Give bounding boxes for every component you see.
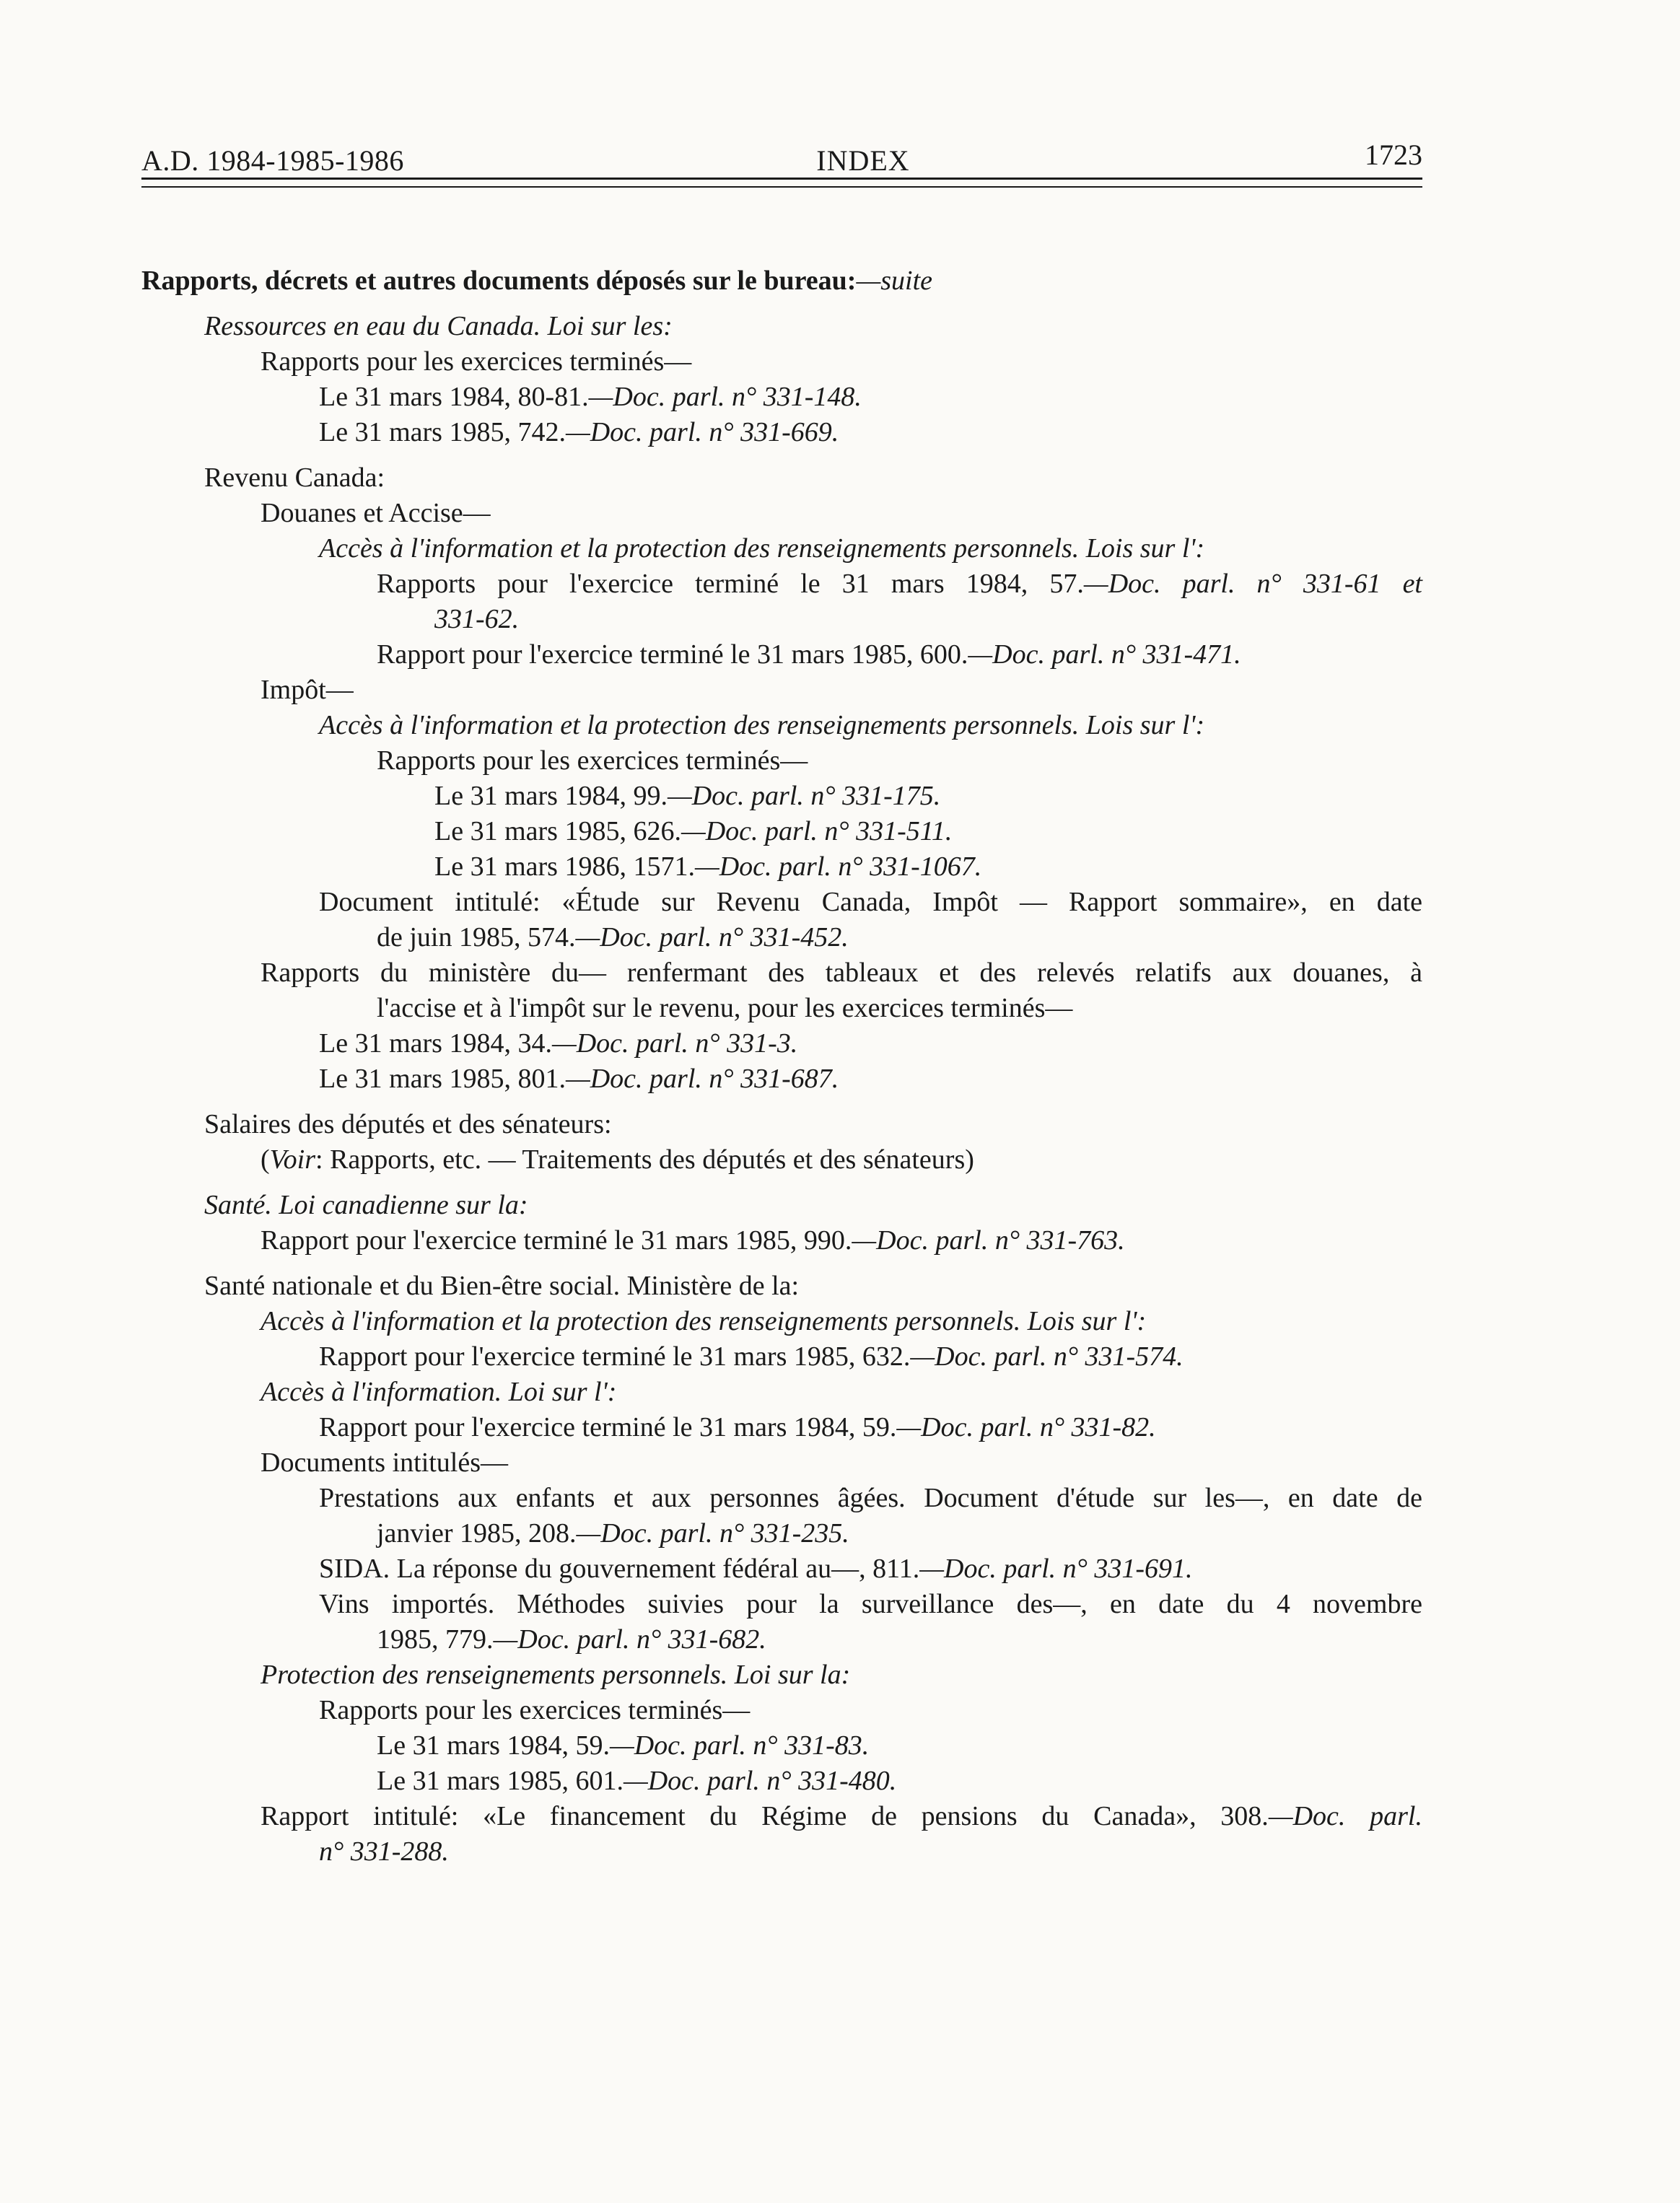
index-entry-line — [141, 1657, 1433, 1693]
index-entry-line — [141, 814, 1433, 849]
entry-text: Le 31 mars 1986, 1571. — [434, 851, 695, 882]
header-title: INDEX — [816, 144, 910, 177]
index-entry-line — [141, 637, 1433, 673]
entry-text: Le 31 mars 1984, 59. — [377, 1730, 610, 1761]
italic-text: Accès à l'information et la protection des renseignements personnels. Lois sur l': — [261, 1306, 1147, 1336]
index-entry-line — [141, 1061, 1433, 1097]
index-entry-line — [141, 673, 1433, 708]
italic-text: —Doc. parl. n° 331-61 et — [1083, 569, 1422, 599]
entry-text: : Rapports, etc. — Traitements des députés et des sénateurs) — [315, 1144, 974, 1175]
index-entry-line — [141, 1026, 1433, 1061]
entry-text: Rapports pour les exercices terminés— — [261, 346, 692, 377]
index-entry-line — [141, 1445, 1433, 1481]
italic-text: Protection des renseignements personnels. Loi sur la: — [261, 1660, 851, 1690]
entry-text: Santé nationale et du Bien-être social. Ministère de la: — [204, 1271, 800, 1301]
entry-text: Prestations aux enfants et aux personnes âgées. Document d'étude sur les—, en date de — [319, 1483, 1422, 1513]
entry-text: SIDA. La réponse du gouvernement fédéral au—, 811. — [319, 1554, 920, 1584]
italic-text: —Doc. parl. n° 331-471. — [968, 639, 1241, 670]
index-entry-line — [141, 460, 1433, 496]
index-entry-line — [141, 1587, 1422, 1622]
italic-text: —Doc. parl. n° 331-3. — [551, 1028, 798, 1059]
page-header — [141, 134, 1422, 176]
section-heading — [141, 263, 1433, 299]
entry-text: Rapports du ministère du— renfermant des tableaux et des relevés relatifs aux douanes, à — [261, 958, 1422, 988]
index-entry-line — [141, 344, 1433, 380]
index-entry-line — [141, 1375, 1433, 1410]
index-entry-line — [141, 1481, 1422, 1516]
entry-text: ( — [261, 1144, 270, 1175]
entry-text: Douanes et Accise— — [261, 498, 491, 528]
entry-text: Le 31 mars 1984, 34. — [319, 1028, 552, 1059]
entry-text: de juin 1985, 574. — [377, 922, 576, 952]
index-entry-line — [141, 955, 1422, 991]
index-entry-line — [141, 566, 1422, 602]
entry-text: Rapport pour l'exercice terminé le 31 mars 1984, 59. — [319, 1412, 897, 1442]
index-entry-line — [141, 1799, 1422, 1834]
italic-text: —suite — [856, 266, 933, 296]
entry-text: Rapport pour l'exercice terminé le 31 mars 1985, 600. — [377, 639, 968, 670]
header-rule-top — [141, 178, 1422, 180]
index-entry-line — [141, 743, 1433, 779]
index-entry-line — [141, 920, 1433, 955]
index-entry-line — [141, 496, 1433, 531]
index-entry-line — [141, 1223, 1433, 1258]
index-entry-line — [141, 1764, 1433, 1799]
entry-text: Rapport pour l'exercice terminé le 31 mars 1985, 990. — [261, 1225, 852, 1256]
italic-text: —Doc. parl. n° 331-691. — [919, 1554, 1193, 1584]
italic-text: —Doc. parl. n° 331-574. — [910, 1341, 1184, 1372]
italic-text: n° 331-288. — [319, 1836, 449, 1867]
entry-text: Le 31 mars 1984, 99. — [434, 781, 668, 811]
index-entry-line — [141, 991, 1433, 1026]
index-entry-line — [141, 1188, 1433, 1223]
header-years: A.D. 1984-1985-1986 — [141, 144, 404, 177]
italic-text: —Doc. parl. n° 331-763. — [852, 1225, 1125, 1256]
index-entry-line — [141, 309, 1433, 344]
index-entry-line — [141, 1107, 1433, 1142]
entry-text: janvier 1985, 208. — [377, 1518, 577, 1549]
italic-text: —Doc. parl. n° 331-480. — [623, 1766, 897, 1796]
index-entry-line — [141, 708, 1433, 743]
italic-text: 331-62. — [434, 604, 520, 634]
italic-text: —Doc. parl. n° 331-83. — [609, 1730, 870, 1761]
italic-text: Accès à l'information et la protection des renseignements personnels. Lois sur l': — [319, 533, 1205, 564]
index-entry-line — [141, 1339, 1433, 1375]
index-entry-line — [141, 1516, 1433, 1551]
index-entry-line — [141, 1693, 1433, 1728]
entry-text: Rapport intitulé: «Le financement du Régime de pensions du Canada», 308. — [261, 1801, 1269, 1831]
entry-text: Le 31 mars 1985, 801. — [319, 1064, 566, 1094]
italic-text: —Doc. parl. n° 331-452. — [575, 922, 849, 952]
index-entry-line — [141, 1728, 1433, 1764]
entry-text: Documents intitulés— — [261, 1448, 509, 1478]
index-body — [141, 263, 1433, 1870]
index-entry-line — [141, 1410, 1433, 1445]
entry-text: Le 31 mars 1985, 601. — [377, 1766, 624, 1796]
italic-text: —Doc. parl. n° 331-669. — [565, 417, 839, 447]
italic-text: —Doc. parl. n° 331-148. — [588, 382, 862, 412]
page-number: 1723 — [1365, 139, 1422, 171]
index-entry-line — [141, 531, 1433, 566]
italic-text: Voir — [269, 1144, 316, 1175]
italic-text: —Doc. parl. n° 331-235. — [576, 1518, 849, 1549]
entry-text: Vins importés. Méthodes suivies pour la surveillance des—, en date du 4 novembre — [319, 1589, 1422, 1619]
italic-text: —Doc. parl. n° 331-1067. — [694, 851, 982, 882]
italic-text: —Doc. parl. — [1268, 1801, 1422, 1831]
entry-text: Rapports pour les exercices terminés— — [319, 1695, 751, 1725]
italic-text: —Doc. parl. n° 331-687. — [565, 1064, 839, 1094]
index-entry-line — [141, 885, 1422, 920]
italic-text: —Doc. parl. n° 331-175. — [667, 781, 941, 811]
index-entry-line — [141, 1269, 1433, 1304]
entry-text: Impôt— — [261, 675, 354, 705]
index-entry-line — [141, 779, 1433, 814]
entry-text: Document intitulé: «Étude sur Revenu Canada, Impôt — Rapport sommaire», en date — [319, 887, 1422, 917]
entry-text: Le 31 mars 1985, 742. — [319, 417, 566, 447]
index-entry-line — [141, 1622, 1433, 1657]
entry-text: l'accise et à l'impôt sur le revenu, pour les exercices terminés— — [377, 993, 1073, 1023]
header-rule-bottom — [141, 186, 1422, 188]
italic-text: —Doc. parl. n° 331-511. — [681, 816, 953, 846]
italic-text: Santé. Loi canadienne sur la: — [204, 1190, 528, 1220]
index-entry-line — [141, 415, 1433, 450]
italic-text: Ressources en eau du Canada. Loi sur les: — [204, 311, 673, 341]
italic-text: —Doc. parl. n° 331-82. — [896, 1412, 1156, 1442]
italic-text: —Doc. parl. n° 331-682. — [493, 1624, 766, 1655]
italic-text: Accès à l'information et la protection des renseignements personnels. Lois sur l': — [319, 710, 1205, 740]
index-entry-line — [141, 1142, 1433, 1178]
entry-text: Revenu Canada: — [204, 463, 385, 493]
italic-text: Accès à l'information. Loi sur l': — [261, 1377, 617, 1407]
entry-text: Rapports pour l'exercice terminé le 31 mars 1984, 57. — [377, 569, 1084, 599]
index-entry-line — [141, 380, 1433, 415]
entry-text: Rapport pour l'exercice terminé le 31 mars 1985, 632. — [319, 1341, 911, 1372]
index-entry-line — [141, 1304, 1433, 1339]
index-entry-line — [141, 1551, 1433, 1587]
entry-text: Salaires des députés et des sénateurs: — [204, 1109, 612, 1139]
index-entry-line — [141, 1834, 1433, 1870]
entry-text: Le 31 mars 1984, 80-81. — [319, 382, 589, 412]
entry-text: 1985, 779. — [377, 1624, 494, 1655]
index-entry-line — [141, 602, 1433, 637]
heading-text: Rapports, décrets et autres documents déposés sur le bureau: — [141, 266, 857, 296]
index-entry-line — [141, 849, 1433, 885]
entry-text: Rapports pour les exercices terminés— — [377, 745, 808, 776]
entry-text: Le 31 mars 1985, 626. — [434, 816, 681, 846]
